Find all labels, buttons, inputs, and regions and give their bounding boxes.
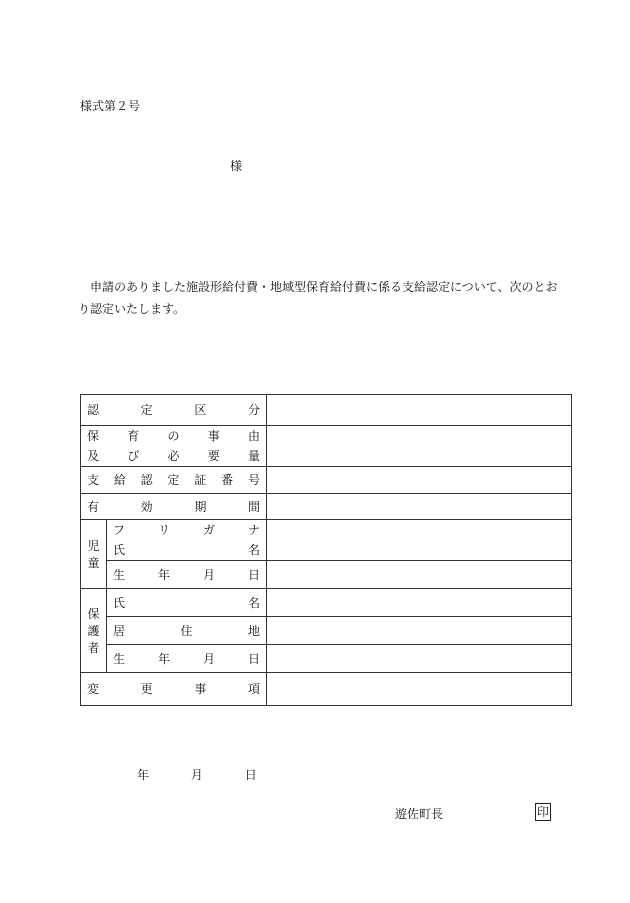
form-number: 様式第２号 [80,99,141,113]
label-char: 事 [207,429,220,443]
label-char: 支 [87,473,100,487]
label-char: 童 [87,556,100,570]
value-guardian-name [267,589,572,617]
label-char: 有 [87,499,100,514]
label-char: 地 [247,623,260,638]
row-validity-period [81,494,572,520]
row-childcare-reason [81,426,572,467]
label-char: 生 [113,651,126,666]
value-child-birthdate [267,561,572,589]
row-certification-category [81,395,572,426]
seal-mark: 印 [537,805,550,819]
label-char: 氏 [113,595,126,610]
label-char: 認 [140,473,153,487]
label-char: 必 [167,449,180,463]
child-group-label [81,520,107,589]
label-char: 名 [247,595,260,610]
label-char: 間 [247,499,260,514]
label-char: フ [113,523,126,537]
month-label: 月 [190,768,203,782]
certification-table [80,394,572,706]
label-char: ガ [202,523,215,537]
value-child-name [267,520,572,561]
label-char: 証 [194,473,207,487]
label-char: 変 [87,682,100,696]
row-child-name [81,520,572,561]
label-char: 及 [87,449,100,463]
row-child-birthdate [81,561,572,589]
year-label: 年 [137,768,150,782]
row-guardian-address [81,617,572,645]
label-char: 住 [180,623,193,638]
label-char: 項 [247,682,260,696]
label-char: 定 [167,473,180,487]
value-changes [267,673,572,706]
day-label: 日 [244,768,257,782]
label-char: 日 [247,651,260,666]
label-char: 給 [113,473,126,487]
value-validity-period [267,494,572,520]
label-char: 生 [113,567,126,582]
guardian-group-label [81,589,107,673]
label-char: 号 [247,473,260,487]
label-char: 事 [194,682,207,696]
label-char: び [127,449,140,463]
label-char: 要 [207,449,220,463]
label-char: 保 [87,429,100,443]
label-char: 氏 [113,543,126,557]
value-guardian-address [267,617,572,645]
issue-date [137,766,295,783]
value-guardian-birthdate [267,645,572,673]
label-char: 月 [202,567,215,582]
label-char: ナ [247,523,260,537]
label-char: 保 [87,607,100,621]
label-char: 由 [247,429,260,443]
label-char: 日 [247,567,260,582]
label-char: 年 [157,567,170,582]
label-char: 効 [140,499,153,514]
label-char: 月 [202,651,215,666]
row-guardian-name [81,589,572,617]
row-changes [81,673,572,706]
issuer-name: 遊佐町長 [395,807,444,821]
label-char: 居 [113,623,126,638]
label-char: 期 [194,499,207,514]
label-char: 区 [194,403,207,417]
label-char: 名 [247,543,260,557]
label-char: 年 [157,651,170,666]
row-guardian-birthdate [81,645,572,673]
row-certificate-number [81,467,572,494]
label-char: 量 [247,449,260,463]
body-text [78,276,558,320]
label-char: 者 [87,641,100,655]
addressee-suffix: 様 [230,159,243,173]
label-char: 児 [87,539,100,553]
label-char: 番 [221,473,234,487]
value-certificate-number [267,467,572,494]
label-char: 分 [247,403,260,417]
value-childcare-reason [267,426,572,467]
value-certification-category [267,395,572,426]
label-char: 育 [127,429,140,443]
label-char: 更 [140,682,153,696]
label-char: 護 [87,624,100,638]
label-char: の [167,429,180,443]
label-char: 定 [140,403,153,417]
label-char: 認 [87,403,100,417]
label-char: リ [157,523,170,537]
body-text-content: 申請のありました施設形給付費・地域型保育給付費に係る支給認定について、次のとおり認定いたします。 [78,280,558,316]
